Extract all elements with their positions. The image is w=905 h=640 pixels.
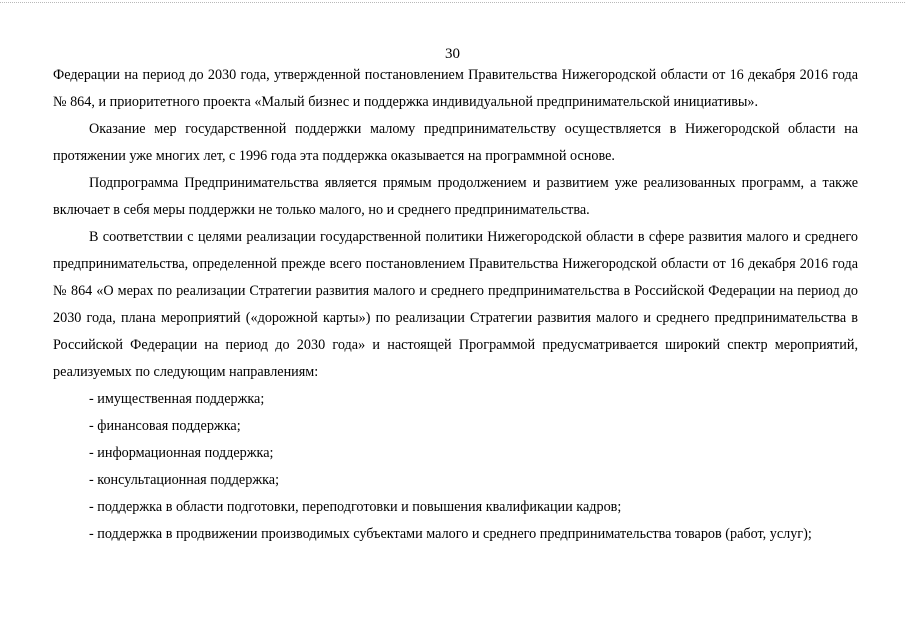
paragraph-subprogram: Подпрограмма Предпринимательства является прямым продолжением и развитием уже реализованных программ, а также включает в себя меры поддержки не только малого, но и среднего предпринимательства. bbox=[53, 175, 858, 218]
list-item-training-support: - поддержка в области подготовки, переподготовки и повышения квалификации кадров; bbox=[89, 499, 622, 515]
paragraph-continuation: Федерации на период до 2030 года, утвержденной постановлением Правительства Нижегородской области от 16 декабря 2016 года № 864, и приоритетного проекта «Малый бизнес и поддержка индивидуальной предпринимательской инициативы». bbox=[53, 67, 858, 110]
top-edge-line bbox=[0, 2, 905, 3]
paragraph-support-history: Оказание мер государственной поддержки малому предпринимательству осуществляется в Нижегородской области на протяжении уже многих лет, с 1996 года эта поддержка оказывается на программной основе. bbox=[53, 121, 858, 164]
paragraph-state-policy: В соответствии с целями реализации государственной политики Нижегородской области в сфере развития малого и среднего предпринимательства, определенной прежде всего постановлением Правительства Нижегородской области от 16 декабря 2016 года № 864 «О мерах по реализации Стратегии развития малого и среднего предпринимательства в Российской Федерации на период до 2030 года, плана мероприятий («дорожной карты») по реализации Стратегии развития малого и среднего предпринимательства в Российской Федерации на период до 2030 года» и настоящей Программой предусматривается широкий спектр мероприятий, реализуемых по следующим направлениям: bbox=[53, 229, 858, 380]
document-body bbox=[53, 62, 858, 548]
page-number: 30 bbox=[445, 46, 460, 62]
list-item-financial-support: - финансовая поддержка; bbox=[89, 418, 241, 434]
list-item-information-support: - информационная поддержка; bbox=[89, 445, 274, 461]
list-item-property-support: - имущественная поддержка; bbox=[89, 391, 265, 407]
list-item-promotion-support: - поддержка в продвижении производимых субъектами малого и среднего предпринимательства товаров (работ, услуг); bbox=[89, 526, 812, 542]
list-item-consulting-support: - консультационная поддержка; bbox=[89, 472, 280, 488]
